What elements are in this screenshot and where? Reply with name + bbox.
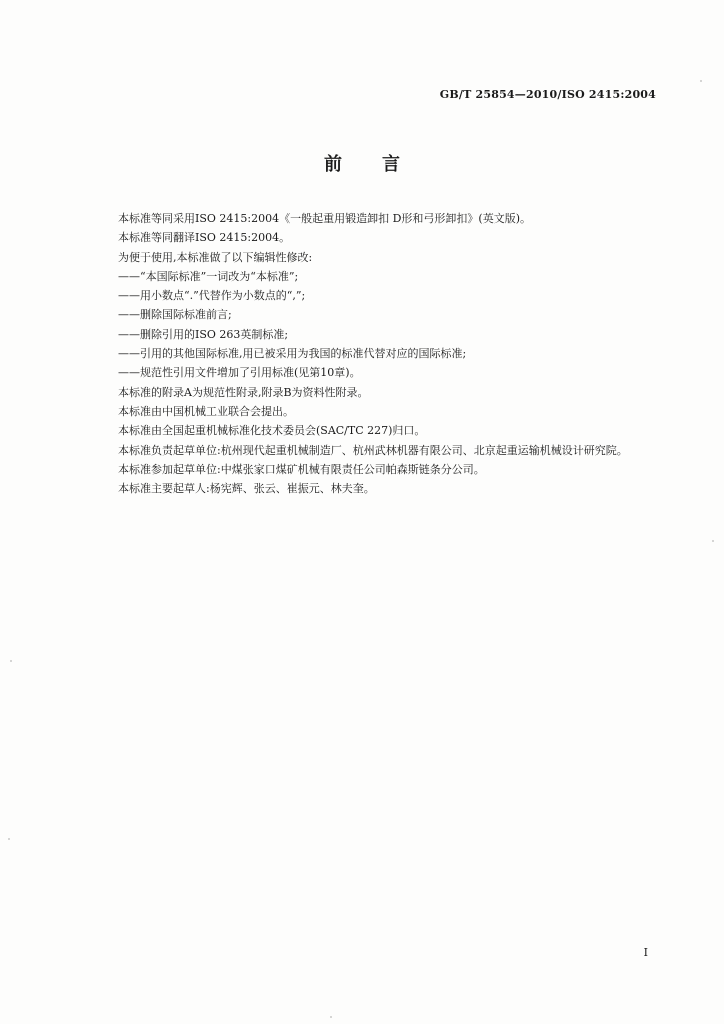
paragraph: 本标准等同翻译ISO 2415:2004。 bbox=[118, 231, 291, 245]
paragraph: 本标准负责起草单位:杭州现代起重机械制造厂、杭州武林机器有限公司、北京起重运输机械设计研究院。 bbox=[118, 443, 628, 457]
list-item: ——“本国际标准”一词改为“本标准”; bbox=[118, 269, 299, 283]
page-title: 前言 bbox=[324, 154, 440, 175]
scan-speck bbox=[8, 838, 10, 840]
scan-speck bbox=[330, 1016, 332, 1018]
paragraph: 本标准等同采用ISO 2415:2004《一般起重用锻造卸扣 D形和弓形卸扣》(英文版)。 bbox=[118, 212, 531, 225]
standard-code: GB/T 25854—2010/ISO 2415:2004 bbox=[439, 88, 656, 101]
scan-speck bbox=[10, 660, 12, 662]
list-item: ——引用的其他国际标准,用已被采用为我国的标准代替对应的国际标准; bbox=[118, 347, 467, 361]
paragraph: 本标准参加起草单位:中煤张家口煤矿机械有限责任公司帕森斯链条分公司。 bbox=[118, 462, 485, 476]
paragraph: 本标准由全国起重机械标准化技术委员会(SAC/TC 227)归口。 bbox=[118, 424, 426, 438]
document-body bbox=[96, 209, 656, 498]
list-item: ——规范性引用文件增加了引用标准(见第10章)。 bbox=[118, 366, 361, 380]
list-item: ——删除国际标准前言; bbox=[118, 308, 232, 322]
paragraph: 本标准主要起草人:杨宪辉、张云、崔振元、林夫奎。 bbox=[118, 482, 375, 496]
paragraph: 为便于使用,本标准做了以下编辑性修改: bbox=[118, 250, 313, 264]
page-number: I bbox=[643, 946, 648, 959]
scan-speck bbox=[700, 80, 702, 82]
paragraph: 本标准由中国机械工业联合会提出。 bbox=[118, 404, 294, 418]
list-item: ——删除引用的ISO 263英制标准; bbox=[118, 327, 289, 341]
scan-speck bbox=[712, 540, 714, 542]
list-item: ——用小数点“.”代替作为小数点的“,”; bbox=[118, 289, 306, 303]
paragraph: 本标准的附录A为规范性附录,附录B为资料性附录。 bbox=[118, 385, 369, 399]
